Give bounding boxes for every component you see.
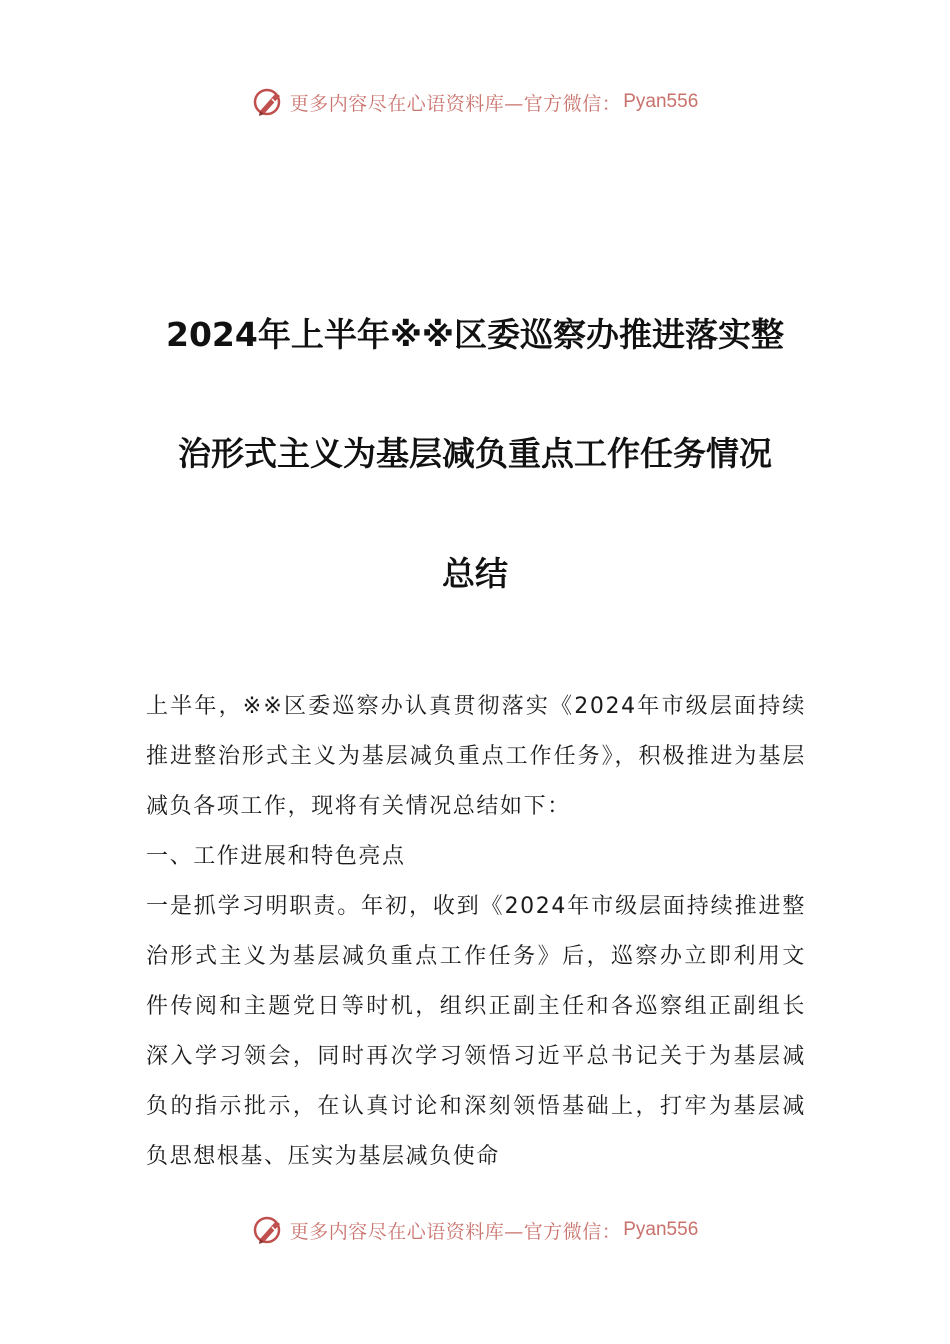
intro-paragraph: 上半年，※※区委巡察办认真贯彻落实《2024年市级层面持续推进整治形式主义为基层减负重点工作任务》，积极推进为基层减负各项工作，现将有关情况总结如下： — [146, 694, 806, 819]
document-title-line-2: 治形式主义为基层减负重点工作任务情况 — [178, 434, 772, 473]
watermark-wechat-id: Pyan556 — [623, 91, 699, 112]
footer-watermark — [0, 1210, 950, 1250]
pen-logo-icon — [252, 1213, 286, 1247]
watermark-text: 更多内容尽在心语资料库—官方微信： — [289, 92, 622, 115]
header-watermark — [0, 82, 950, 122]
document-title-line-1: 2024年上半年※※区委巡察办推进落实整 — [165, 315, 784, 354]
body-paragraph: 一是抓学习明职责。年初，收到《2024年市级层面持续推进整治形式主义为基层减负重点工作任务》后，巡察办立即利用文件传阅和主题党日等时机，组织正副主任和各巡察组正副组长深入学习领会，同时再次学习领悟习近平总书记关于为基层减负的指示批示，在认真讨论和深刻领悟基础上，打牢为基层减负思想根基、压实为基层减负使命 — [146, 894, 806, 1169]
watermark-text: 更多内容尽在心语资料库—官方微信： — [289, 1220, 622, 1243]
watermark-wechat-id: Pyan556 — [623, 1219, 699, 1240]
section-heading: 一、工作进展和特色亮点 — [146, 844, 406, 869]
document-body — [146, 682, 806, 1182]
document-title-line-3: 总结 — [442, 554, 508, 593]
pen-logo-icon — [252, 85, 286, 119]
